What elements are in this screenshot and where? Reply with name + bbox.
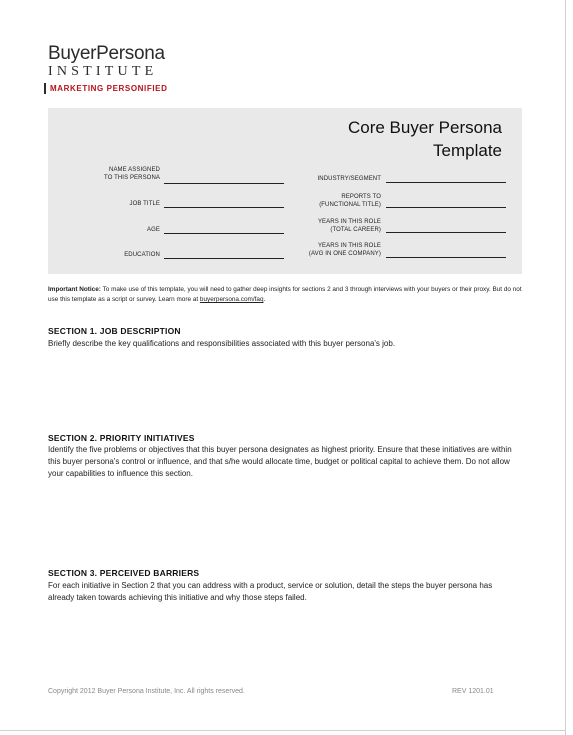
industry-label: INDUSTRY/SEGMENT [317,176,381,182]
education-label: EDUCATION [124,252,160,258]
name-label: NAME ASSIGNED TO THIS PERSONA [104,167,160,181]
years-company-label: YEARS IN THIS ROLE (AVG IN ONE COMPANY) [308,243,381,257]
page-title: Core Buyer Persona Template [347,118,502,160]
section-3-text: For each initiative in Section 2 that you can address with a product, service or solution, detail the steps the buyer persona has already taken towards achieving this initiative and why those steps failed. [48,581,493,602]
buyer-persona-logo [48,44,168,94]
logo-institute: INSTITUTE [48,64,158,79]
revision-footer: REV 1201.01 [452,688,494,695]
section-2-text: Identify the five problems or objectives that this buyer persona designates as highest priority. Ensure that these initiatives are within this buyer persona's control or influence, and that s/he would allocate time, budget or political capital to achieve them. Do not allow your capabilities to influence this section. [48,445,512,478]
job-title-field[interactable] [164,207,284,208]
persona-header-panel [48,108,522,274]
years-role-label: YEARS IN THIS ROLE (TOTAL CAREER) [317,219,381,233]
reports-to-label: REPORTS TO (FUNCTIONAL TITLE) [319,194,381,208]
faq-link[interactable]: buyerpersona.com/faq [199,296,264,303]
age-label: AGE [147,227,160,233]
copyright-footer: Copyright 2012 Buyer Persona Institute, Inc. All rights reserved. [48,688,245,695]
page-edge-right [565,0,566,735]
logo-tagline: MARKETING PERSONIFIED [44,83,168,94]
years-company-field[interactable] [386,257,506,258]
page-edge-bottom [0,730,566,731]
years-role-field[interactable] [386,232,506,233]
section-1-text: Briefly describe the key qualifications and responsibilities associated with this buyer persona's job. [48,339,396,348]
education-field[interactable] [164,258,284,259]
age-field[interactable] [164,233,284,234]
industry-field[interactable] [386,182,506,183]
logo-wordmark: BuyerPersona [48,43,165,64]
section-1-heading: SECTION 1. JOB DESCRIPTION [48,326,181,336]
job-title-label: JOB TITLE [129,201,160,207]
name-field[interactable] [164,183,284,184]
reports-to-field[interactable] [386,207,506,208]
section-2-heading: SECTION 2. PRIORITY INITIATIVES [48,433,195,443]
important-notice: Important Notice: To make use of this template, you will need to gather deep insights for sections 2 and 3 through interviews with your buyers or their proxy. But do not use this template as a script or survey. Learn more at buyerpersona.com/faq. [48,286,522,303]
section-3-heading: SECTION 3. PERCEIVED BARRIERS [48,568,200,578]
